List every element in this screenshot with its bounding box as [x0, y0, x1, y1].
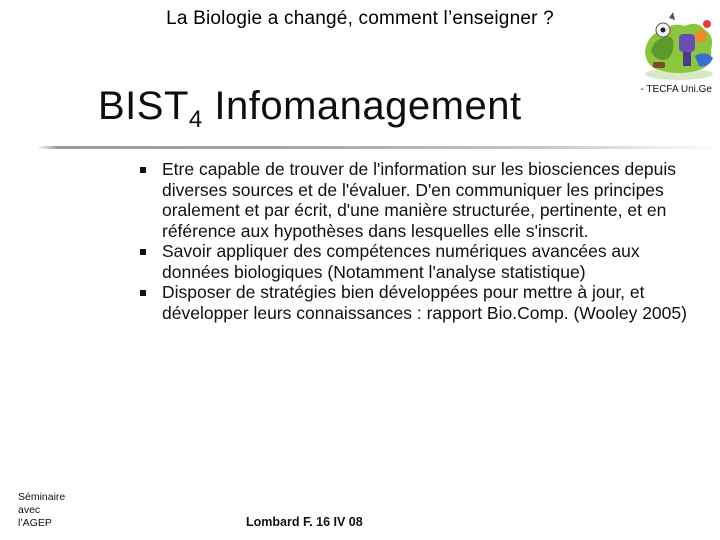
main-title-rest: Infomanagement	[202, 84, 522, 128]
bullet-item	[140, 241, 700, 282]
title-divider	[37, 146, 720, 149]
square-bullet-icon	[140, 167, 146, 173]
bullet-item	[140, 159, 700, 241]
slide-top-title: La Biologie a changé, comment l’enseigner ?	[166, 8, 554, 29]
footer-left-line: avec	[18, 504, 41, 516]
footer-left-line: Séminaire	[18, 491, 66, 503]
slide-main-title	[98, 84, 522, 134]
bullet-text: Disposer de stratégies bien développées pour mettre à jour, et développer leurs connaissances : rapport Bio.Comp. (Wooley 2005)	[162, 282, 687, 323]
main-title-text: BIST	[98, 84, 189, 128]
footer-author-date: Lombard F. 16 IV 08	[246, 515, 363, 529]
bullet-text: Savoir appliquer des compétences numériques avancées aux données biologiques (Notamment l'analyse statistique)	[162, 241, 640, 282]
square-bullet-icon	[140, 249, 146, 255]
bullet-item	[140, 282, 700, 323]
square-bullet-icon	[140, 290, 146, 296]
footer-left-line: l’AGEP	[18, 517, 52, 529]
cartoon-characters-logo-icon	[639, 10, 719, 82]
main-title-subscript: 4	[188, 106, 203, 133]
bullet-text: Etre capable de trouver de l'information sur les biosciences depuis diverses sources et de l'évaluer. D'en communiquer les principes oralement et par écrit, d'une manière structurée, pertinente, et en référence aux hypothèses dans lesquelles elle s'inscrit.	[162, 159, 677, 241]
logo-caption: - TECFA Uni.Ge	[640, 84, 712, 95]
bullet-list	[140, 159, 700, 323]
footer-seminar-note	[18, 491, 108, 530]
